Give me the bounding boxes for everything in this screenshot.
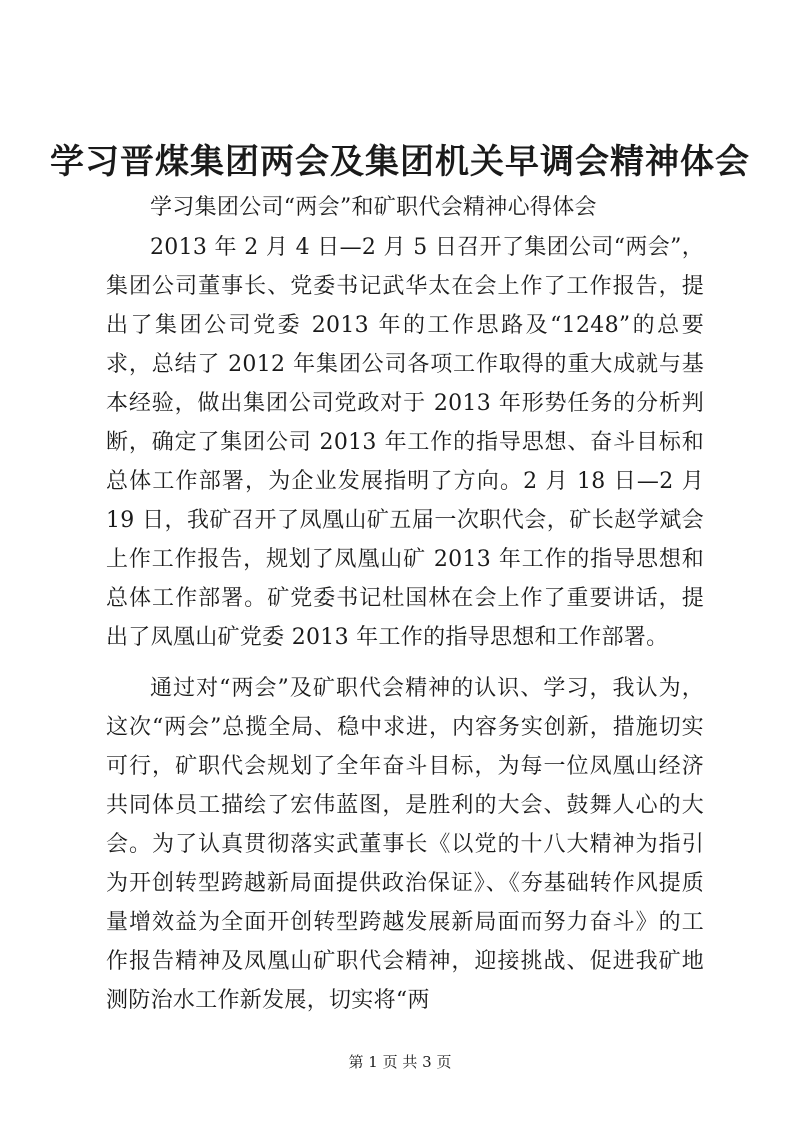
body-paragraph-1: 2013 年 2 月 4 日—2 月 5 日召开了集团公司“两会”，集团公司董事长、党委书记武华太在会上作了工作报告，提出了集团公司党委 2013 年的工作思路及“1248”的总要求，总结了 2012 年集团公司各项工作取得的重大成就与基本经验，做出集团公司党政对于 2013 年形势任务的分析判断，确定了集团公司 2013 年工作的指导思想、奋斗目标和总体工作部署，为企业发展指明了方向。2 月 18 日—2 月 19 日，我矿召开了凤凰山矿五届一次职代会，矿长赵学斌会上作工作报告，规划了凤凰山矿 2013 年工作的指导思想和总体工作部署。矿党委书记杜国林在会上作了重要讲话，提出了凤凰山矿党委 2013 年工作的指导思想和工作部署。 — [106, 235, 704, 650]
document-title: 学习晋煤集团两会及集团机关早调会精神体会 — [50, 142, 750, 182]
subtitle-paragraph: 学习集团公司“两会”和矿职代会精神心得体会 — [150, 195, 597, 220]
page-footer: 第 1 页 共 3 页 — [348, 1053, 452, 1071]
body-paragraph-2: 通过对“两会”及矿职代会精神的认识、学习，我认为，这次“两会”总揽全局、稳中求进，内容务实创新，措施切实可行，矿职代会规划了全年奋斗目标，为每一位凤凰山经济共同体员工描绘了宏伟蓝图，是胜利的大会、鼓舞人心的大会。为了认真贯彻落实武董事长《以党的十八大精神为指引为开创转型跨越新局面提供政治保证》、《夯基础转作风提质量增效益为全面开创转型跨越发展新局面而努力奋斗》的工作报告精神及凤凰山矿职代会精神，迎接挑战、促进我矿地测防治水工作新发展，切实将“两 — [106, 676, 704, 1013]
document-body — [106, 188, 704, 1020]
